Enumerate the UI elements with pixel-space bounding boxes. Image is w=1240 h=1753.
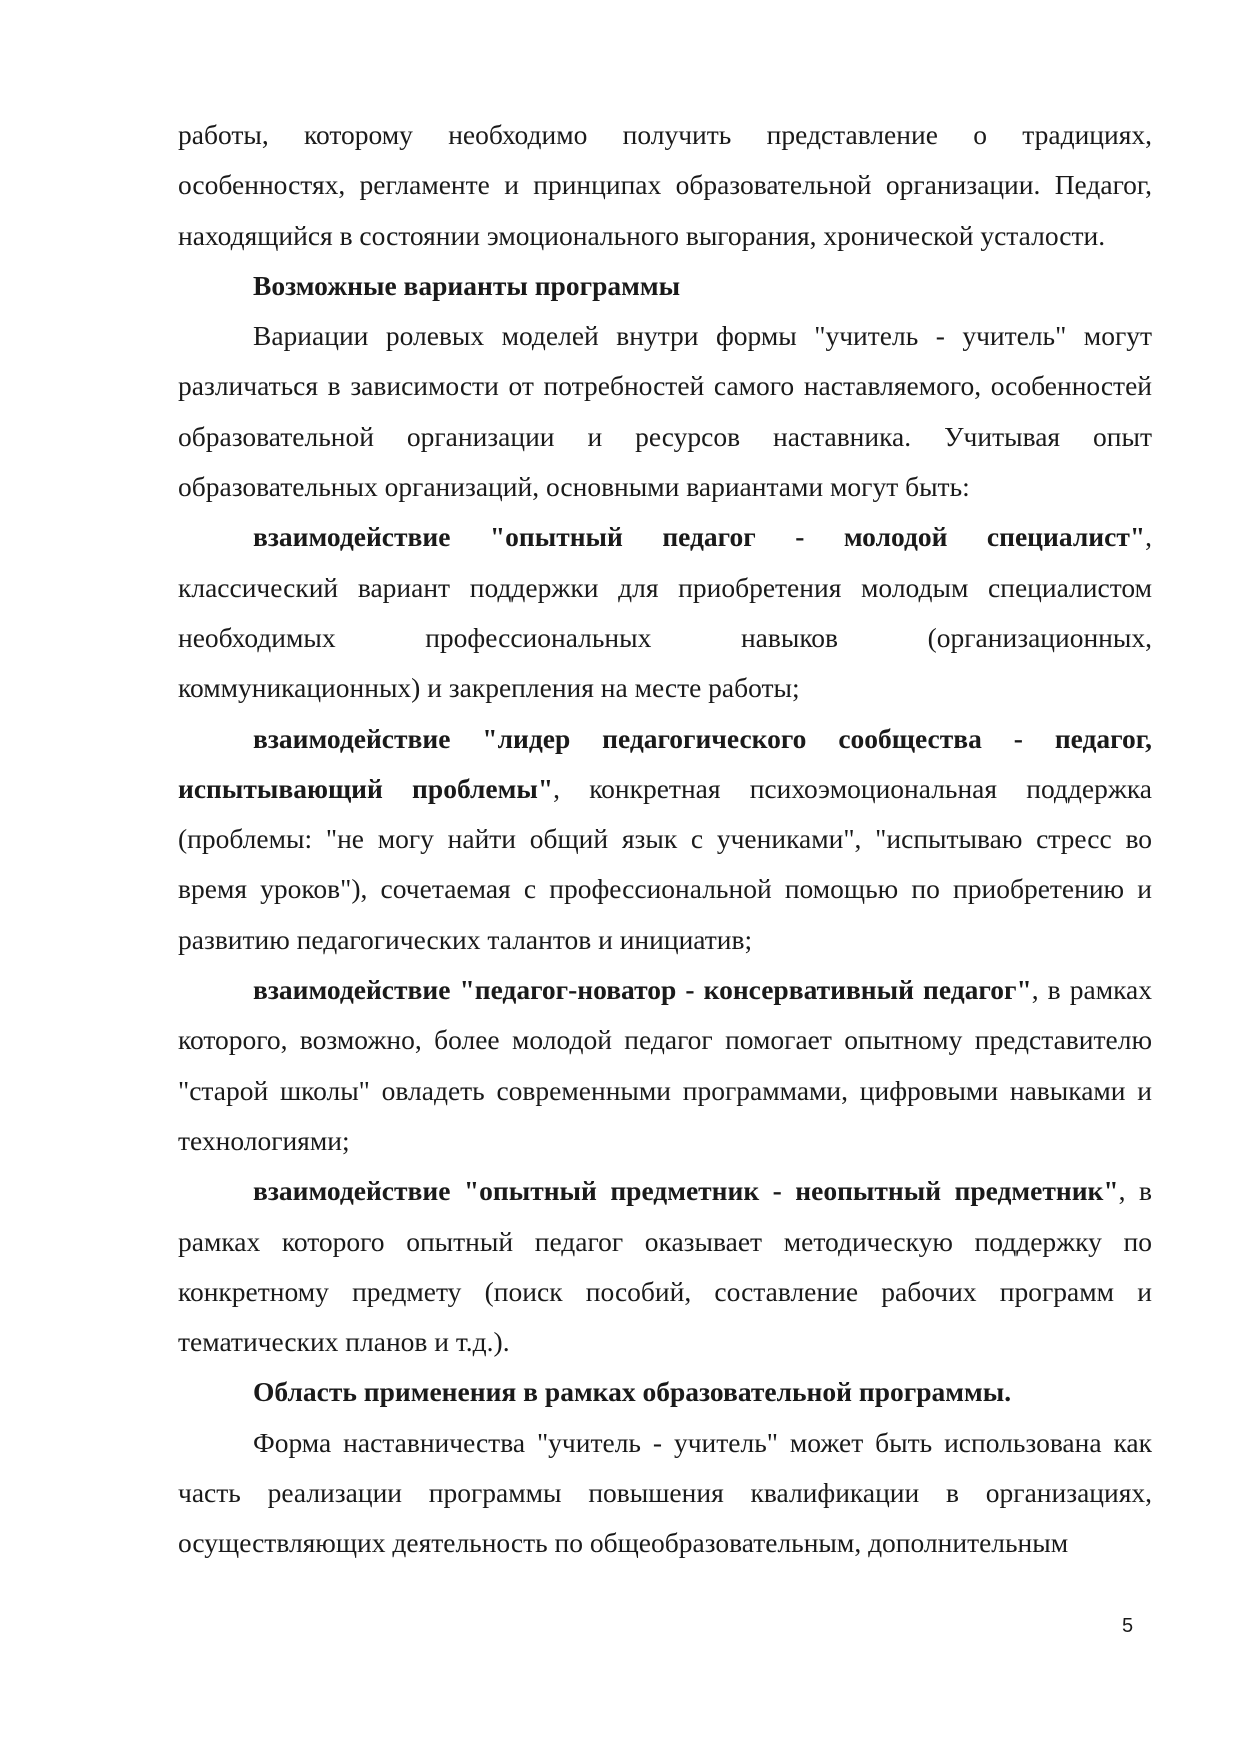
variant-title: взаимодействие "опытный педагог - молодой специалист" xyxy=(253,521,1146,553)
variant-title: взаимодействие "лидер педагогического сообщества - педагог, испытывающий проблемы" xyxy=(178,722,1152,804)
variant-description: , в рамках которого опытный педагог оказывает методическую поддержку по конкретному предмету (поиск пособий, составление рабочих программ и тематических планов и т.д.). xyxy=(178,1175,1152,1358)
variant-description: , конкретная психоэмоциональная поддержка (проблемы: "не могу найти общий язык с учениками", "испытываю стресс во время уроков"), сочетаемая с профессиональной помощью по приобретению и развитию педагогических талантов и инициатив; xyxy=(178,772,1152,955)
variant-leader-struggling xyxy=(178,714,1152,965)
heading-application-area: Область применения в рамках образовательной программы. xyxy=(253,1376,1012,1408)
variant-experienced-young xyxy=(178,512,1152,713)
variant-title: взаимодействие "педагог-новатор - консервативный педагог" xyxy=(253,974,1032,1006)
variant-description: , в рамках которого, возможно, более молодой педагог помогает опытному представителю "старой школы" овладеть современными программами, цифровыми навыками и технологиями; xyxy=(178,974,1152,1156)
variant-innovator-conservative xyxy=(178,965,1152,1166)
paragraph-intro-continuation: работы, которому необходимо получить представление о традициях, особенностях, регламенте и принципах образовательной организации. Педагог, находящийся в состоянии эмоционального выгорания, хронической усталости. xyxy=(178,119,1152,251)
heading-program-variants: Возможные варианты программы xyxy=(253,269,681,301)
variant-subject-specialists xyxy=(178,1166,1152,1367)
paragraph-application: Форма наставничества "учитель - учитель" может быть использована как часть реализации программы повышения квалификации в организациях, осуществляющих деятельность по общеобразовательным, дополнительным xyxy=(178,1426,1152,1559)
variant-title: взаимодействие "опытный предметник - неопытный предметник" xyxy=(253,1175,1119,1207)
page-number: 5 xyxy=(1122,1615,1134,1637)
variant-description: , классический вариант поддержки для приобретения молодым специалистом необходимых профессиональных навыков (организационных, коммуникационных) и закрепления на месте работы; xyxy=(178,521,1152,704)
paragraph-role-variations: Вариации ролевых моделей внутри формы "учитель - учитель" могут различаться в зависимости от потребностей самого наставляемого, особенностей образовательной организации и ресурсов наставника. Учитывая опыт образовательных организаций, основными вариантами могут быть: xyxy=(178,320,1152,503)
document-body xyxy=(178,110,1152,1569)
